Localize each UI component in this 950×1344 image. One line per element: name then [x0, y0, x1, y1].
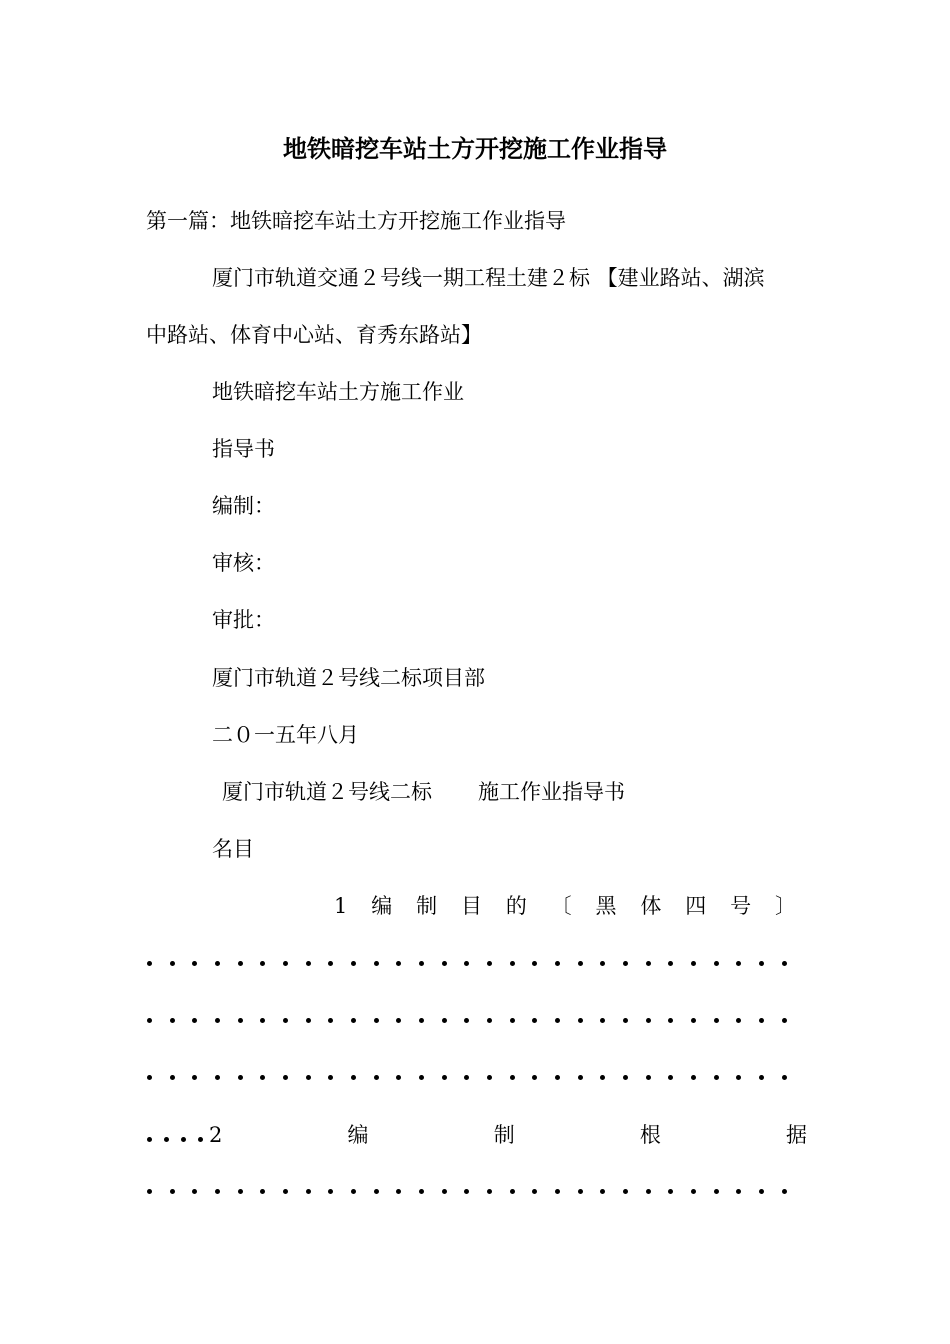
- leader-dot: [215, 961, 220, 966]
- leader-dot: [782, 1189, 787, 1194]
- leader-dot: [782, 1075, 787, 1080]
- leader-dot: [170, 1018, 175, 1023]
- toc-item-1-char: 的: [505, 894, 527, 918]
- leader-dot: [646, 1018, 651, 1023]
- cover-title-1: 地铁暗挖车站土方施工作业: [212, 380, 464, 404]
- leader-dot: [147, 1075, 152, 1080]
- toc-leader-dots: [147, 1189, 787, 1194]
- leader-dot: [170, 1189, 175, 1194]
- header-left: 厦门市轨道２号线二标: [222, 780, 432, 804]
- leader-dot: [419, 1075, 424, 1080]
- leader-dot: [600, 961, 605, 966]
- leader-dot: [600, 1075, 605, 1080]
- leader-dot: [646, 1189, 651, 1194]
- department-name: 厦门市轨道２号线二标项目部: [212, 666, 485, 690]
- leader-dot: [374, 1189, 379, 1194]
- toc-item-1-char: 目: [460, 894, 482, 918]
- leader-dot: [782, 961, 787, 966]
- leader-dot: [691, 1075, 696, 1080]
- leader-dot: [374, 1018, 379, 1023]
- leader-dot: [736, 1018, 741, 1023]
- leader-dot: [714, 1018, 719, 1023]
- toc-item-2-num: 2: [209, 1123, 223, 1147]
- leader-dot: [238, 1189, 243, 1194]
- document-date: 二０一五年八月: [212, 723, 359, 747]
- toc-item-1-char: 〕: [774, 894, 796, 918]
- leader-dot: [668, 1018, 673, 1023]
- leader-dot: [464, 961, 469, 966]
- header-right: 施工作业指导书: [478, 780, 625, 804]
- toc-item-2: [147, 1121, 807, 1149]
- toc-item-1: [334, 892, 796, 920]
- project-line-2: 中路站、体育中心站、育秀东路站】: [146, 323, 482, 347]
- toc-item-1-char: 体: [640, 894, 662, 918]
- leader-dot: [283, 1018, 288, 1023]
- toc-item-2-char: 据: [786, 1123, 807, 1147]
- leader-dot: [396, 1018, 401, 1023]
- leader-dot: [532, 961, 537, 966]
- toc-leader-dots: [147, 1137, 203, 1142]
- leader-dot: [464, 1189, 469, 1194]
- toc-heading: 名目: [212, 837, 254, 861]
- leader-dot: [600, 1018, 605, 1023]
- leader-dot: [555, 1189, 560, 1194]
- leader-dot: [464, 1075, 469, 1080]
- leader-dot: [328, 1018, 333, 1023]
- leader-dot: [192, 1189, 197, 1194]
- cover-title-2: 指导书: [212, 437, 275, 461]
- leader-dot: [555, 1018, 560, 1023]
- leader-dot: [374, 1075, 379, 1080]
- leader-dot: [306, 1075, 311, 1080]
- leader-dot: [374, 961, 379, 966]
- toc-item-1-char: 编: [371, 894, 393, 918]
- leader-dot: [578, 1075, 583, 1080]
- leader-dot: [147, 961, 152, 966]
- leader-dot: [759, 1189, 764, 1194]
- leader-dot: [668, 1075, 673, 1080]
- toc-item-2-number: [147, 1121, 222, 1149]
- leader-dot: [238, 961, 243, 966]
- leader-dot: [147, 1018, 152, 1023]
- leader-dot: [260, 1189, 265, 1194]
- leader-dot: [283, 961, 288, 966]
- chapter-heading: 第一篇：地铁暗挖车站土方开挖施工作业指导: [146, 209, 566, 233]
- leader-dot: [396, 1075, 401, 1080]
- leader-dot: [646, 961, 651, 966]
- leader-dot: [668, 961, 673, 966]
- leader-dot: [510, 1075, 515, 1080]
- leader-dot: [351, 1075, 356, 1080]
- leader-dot: [328, 1189, 333, 1194]
- toc-item-1-char: 黑: [595, 894, 617, 918]
- toc-item-1-char: 四: [685, 894, 707, 918]
- toc-leader-dots: [147, 1018, 787, 1023]
- toc-item-1-char: 号: [730, 894, 752, 918]
- toc-item-2-char: 制: [493, 1123, 515, 1147]
- leader-dot: [260, 1018, 265, 1023]
- leader-dot: [442, 1018, 447, 1023]
- leader-dot: [215, 1189, 220, 1194]
- leader-dot: [170, 961, 175, 966]
- leader-dot: [419, 961, 424, 966]
- leader-dot: [532, 1075, 537, 1080]
- leader-dot: [532, 1189, 537, 1194]
- leader-dot: [283, 1189, 288, 1194]
- leader-dot: [600, 1189, 605, 1194]
- leader-dot: [691, 1189, 696, 1194]
- leader-dot: [578, 1189, 583, 1194]
- toc-item-1-char: 1: [334, 894, 348, 918]
- leader-dot: [736, 961, 741, 966]
- toc-leader-dots: [147, 1075, 787, 1080]
- leader-dot: [283, 1075, 288, 1080]
- leader-dot: [260, 961, 265, 966]
- leader-dot: [759, 1075, 764, 1080]
- toc-item-2-char: 编: [347, 1123, 369, 1147]
- leader-dot: [147, 1189, 152, 1194]
- leader-dot: [215, 1075, 220, 1080]
- leader-dot: [736, 1075, 741, 1080]
- leader-dot: [306, 961, 311, 966]
- toc-leader-dots: [147, 961, 787, 966]
- leader-dot: [691, 961, 696, 966]
- leader-dot: [442, 1189, 447, 1194]
- leader-dot: [623, 1075, 628, 1080]
- leader-dot: [510, 1189, 515, 1194]
- leader-dot: [396, 961, 401, 966]
- leader-dot: [260, 1075, 265, 1080]
- leader-dot: [170, 1075, 175, 1080]
- leader-dot: [578, 961, 583, 966]
- leader-dot: [555, 1075, 560, 1080]
- leader-dot: [646, 1075, 651, 1080]
- leader-dot: [487, 1189, 492, 1194]
- leader-dot: [782, 1018, 787, 1023]
- leader-dot: [487, 1018, 492, 1023]
- leader-dot: [351, 1018, 356, 1023]
- compiled-label: 编制：: [212, 494, 275, 518]
- leader-dot: [759, 1018, 764, 1023]
- leader-dot: [442, 1075, 447, 1080]
- leader-dot: [306, 1189, 311, 1194]
- leader-dot: [306, 1018, 311, 1023]
- leader-dot: [328, 961, 333, 966]
- leader-dot: [623, 1018, 628, 1023]
- leader-dot: [532, 1018, 537, 1023]
- reviewed-label: 审核：: [212, 551, 275, 575]
- leader-dot: [442, 961, 447, 966]
- leader-dot: [759, 961, 764, 966]
- leader-dot: [714, 961, 719, 966]
- leader-dot: [487, 1075, 492, 1080]
- leader-dot: [623, 1189, 628, 1194]
- leader-dot: [351, 961, 356, 966]
- leader-dot: [691, 1018, 696, 1023]
- toc-item-1-char: 制: [416, 894, 438, 918]
- leader-dot: [623, 961, 628, 966]
- document-title: 地铁暗挖车站土方开挖施工作业指导: [283, 134, 667, 163]
- leader-dot: [215, 1018, 220, 1023]
- leader-dot: [714, 1075, 719, 1080]
- leader-dot: [419, 1189, 424, 1194]
- leader-dot: [192, 1075, 197, 1080]
- leader-dot: [464, 1018, 469, 1023]
- toc-item-1-char: 〔: [550, 894, 572, 918]
- leader-dot: [510, 961, 515, 966]
- leader-dot: [555, 961, 560, 966]
- leader-dot: [668, 1189, 673, 1194]
- leader-dot: [487, 961, 492, 966]
- leader-dot: [736, 1189, 741, 1194]
- leader-dot: [419, 1018, 424, 1023]
- project-line-1: 厦门市轨道交通２号线一期工程土建２标 【建业路站、湖滨: [212, 266, 765, 290]
- leader-dot: [578, 1018, 583, 1023]
- leader-dot: [238, 1018, 243, 1023]
- leader-dot: [238, 1075, 243, 1080]
- toc-item-2-char: 根: [639, 1123, 661, 1147]
- approved-label: 审批：: [212, 608, 275, 632]
- leader-dot: [192, 961, 197, 966]
- leader-dot: [714, 1189, 719, 1194]
- leader-dot: [351, 1189, 356, 1194]
- leader-dot: [510, 1018, 515, 1023]
- leader-dot: [396, 1189, 401, 1194]
- leader-dot: [192, 1018, 197, 1023]
- leader-dot: [328, 1075, 333, 1080]
